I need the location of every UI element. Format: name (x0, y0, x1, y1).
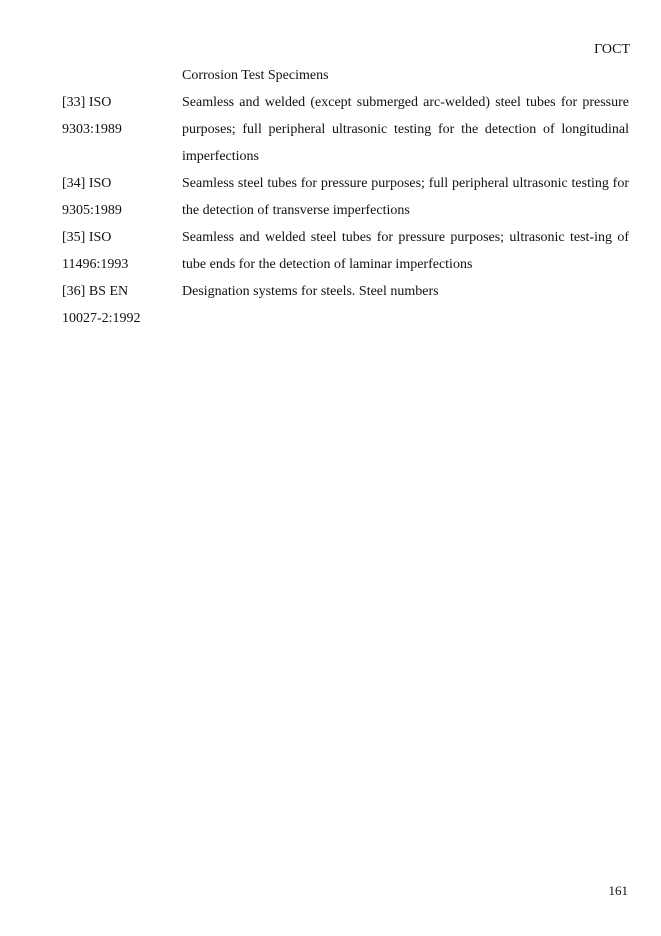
reference-code (62, 224, 182, 278)
reference-title: Seamless and welded steel tubes for pressure purposes; ultrasonic test-ing of tube ends for the detection of laminar imperfections (182, 230, 629, 272)
reference-code-line2: 9305:1989 (62, 203, 122, 218)
reference-item-36 (62, 278, 629, 332)
reference-continuation-row (62, 62, 629, 89)
reference-list (62, 62, 629, 332)
reference-item-35 (62, 224, 629, 278)
reference-item-34 (62, 170, 629, 224)
reference-title: Designation systems for steels. Steel numbers (182, 284, 439, 299)
page-number: 161 (608, 883, 628, 898)
reference-code-line2: 9303:1989 (62, 122, 122, 137)
reference-code-line1: [36] BS EN (62, 284, 129, 299)
reference-code-line1: [33] ISO (62, 95, 112, 110)
reference-code-line2: 10027-2:1992 (62, 311, 141, 326)
reference-code-line1: [34] ISO (62, 176, 112, 191)
reference-title: Seamless steel tubes for pressure purposes; full peripheral ultrasonic testing for the detection of transverse imperfections (182, 176, 629, 218)
reference-item-33 (62, 89, 629, 170)
reference-code (62, 170, 182, 224)
reference-code-line1: [35] ISO (62, 230, 112, 245)
reference-code (62, 89, 182, 143)
reference-continuation-title: Corrosion Test Specimens (182, 68, 329, 83)
reference-code-line2: 11496:1993 (62, 257, 129, 272)
reference-code (62, 278, 182, 332)
header-standard-tag: ГОСТ (594, 42, 630, 57)
reference-title: Seamless and welded (except submerged arc-welded) steel tubes for pressure purposes; full peripheral ultrasonic testing for the detection of longitudinal imperfections (182, 95, 629, 164)
